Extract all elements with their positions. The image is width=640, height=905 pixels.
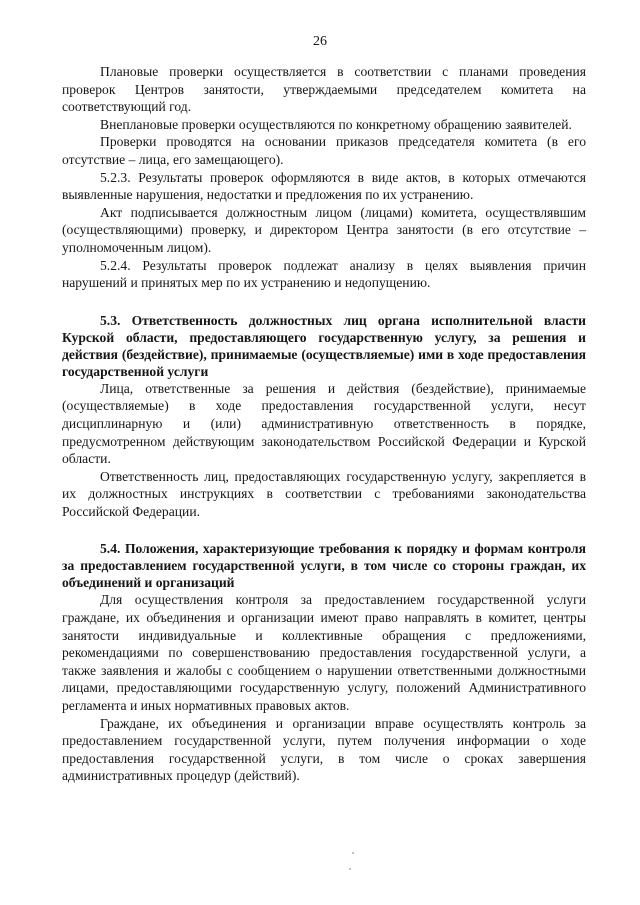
paragraph-citizen-control: Граждане, их объединения и организации вправе осуществлять контроль за предоставлением государственной услуги, путем получения информации о ходе предоставления государственной услуги, в том числе о сроках завершения административных процедур (действий). (62, 715, 586, 784)
section-heading-5-4: 5.4. Положения, характеризующие требования к порядку и формам контроля за предоставлением государственной услуги, в том числе со стороны граждан, их объединений и организаций (62, 541, 586, 591)
scan-artifact (349, 868, 351, 870)
document-body (62, 63, 586, 785)
paragraph-act-signing: Акт подписывается должностным лицом (лицами) комитета, осуществлявшим (осуществляющими) проверку, и директором Центра занятости (в его отсутствие – уполномоченным лицом). (62, 204, 586, 255)
paragraph-inspection-orders: Проверки проводятся на основании приказов председателя комитета (в его отсутствие – лица, его замещающего). (62, 134, 586, 167)
paragraph-scheduled-inspections: Плановые проверки осуществляется в соответствии с планами проведения проверок Центров занятости, утверждаемыми председателем комитета на соответствующий год. (62, 64, 586, 115)
section-gap (62, 292, 586, 312)
scan-artifact (352, 852, 354, 854)
section-heading-5-3: 5.3. Ответственность должностных лиц органа исполнительной власти Курской области, предоставляющего государственную услугу, за решения и действия (бездействие), принимаемые (осуществляемые) ими в ходе предоставления государственной услуги (62, 312, 586, 379)
paragraph-responsibility: Лица, ответственные за решения и действия (бездействие), принимаемые (осуществляемые) в ходе предоставления государственной услуги, несут дисциплинарную и (или) административную ответственность в порядке, предусмотренном действующим законодательством Российской Федерации и Курской области. (62, 380, 586, 467)
page-number: 26 (313, 34, 327, 49)
paragraph-citizen-appeals: Для осуществления контроля за предоставлением государственной услуги граждане, их объединения и организации имеют право направлять в комитет, центры занятости индивидуальные и коллективные обращения с предложениями, рекомендациями по совершенствованию предоставления государственной услуги, а также заявления и жалобы с сообщением о нарушении ответственными должностными лицами, предоставляющими государственную услугу, положений Административного регламента и иных нормативных правовых актов. (62, 592, 586, 714)
section-gap (62, 520, 586, 540)
paragraph-5-2-3: 5.2.3. Результаты проверок оформляются в виде актов, в которых отмечаются выявленные нарушения, недостатки и предложения по их устранению. (62, 169, 586, 203)
paragraph-unscheduled-inspections: Внеплановые проверки осуществляются по конкретному обращению заявителей. (100, 116, 572, 132)
paragraph-job-instructions: Ответственность лиц, предоставляющих государственную услугу, закрепляется в их должностных инструкциях в соответствии с требованиями законодательства Российской Федерации. (62, 468, 586, 519)
paragraph-5-2-4: 5.2.4. Результаты проверок подлежат анализу в целях выявления причин нарушений и принятых мер по их устранению и недопущению. (62, 257, 586, 291)
